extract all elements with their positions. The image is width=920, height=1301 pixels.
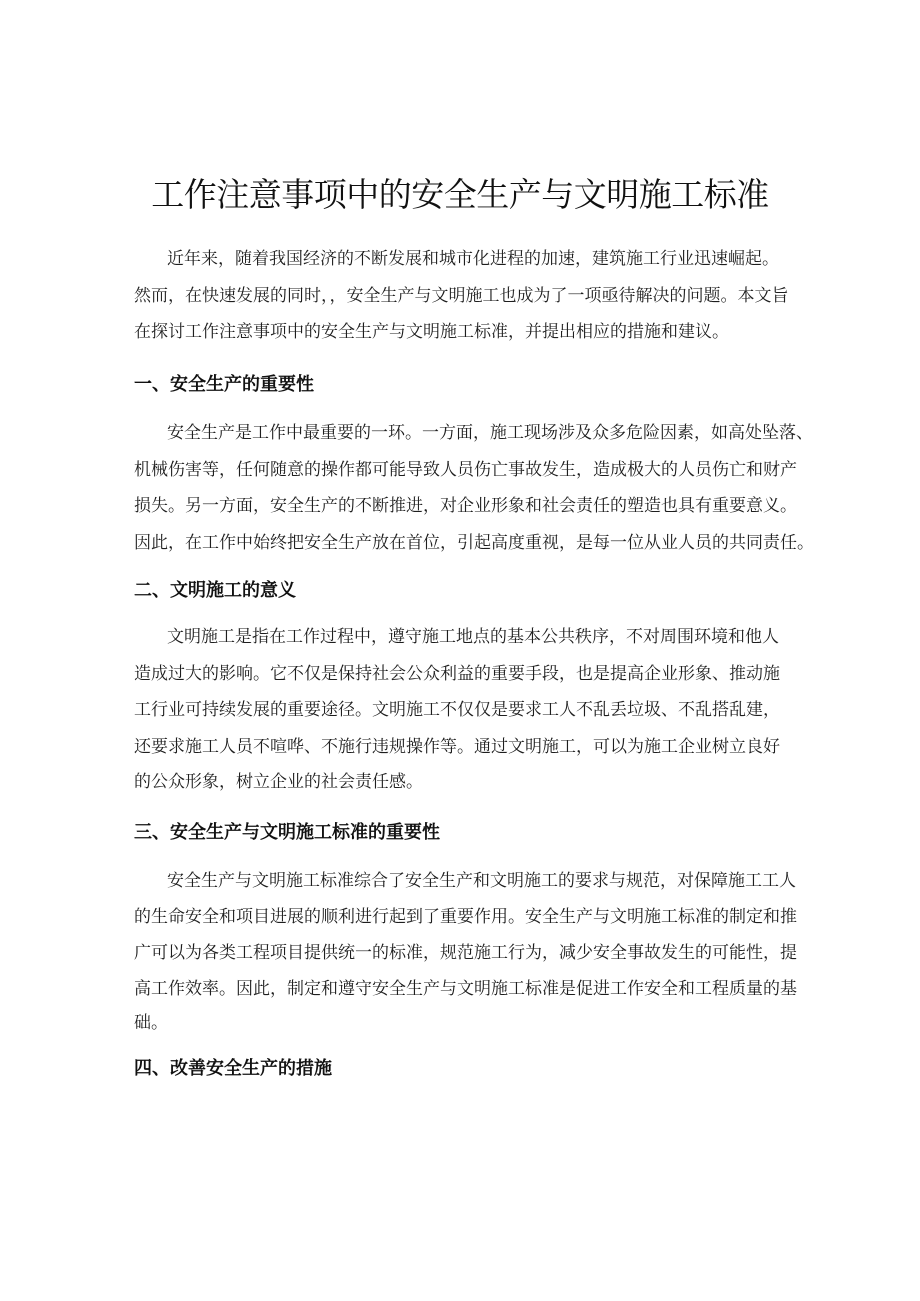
section-2-line: 工行业可持续发展的重要途径。文明施工不仅仅是要求工人不乱丢垃圾、不乱搭乱建， (134, 700, 780, 720)
section-1-line: 安全生产是工作中最重要的一环。一方面，施工现场涉及众多危险因素，如高处坠落、 (167, 423, 813, 443)
section-1-line: 机械伤害等，任何随意的操作都可能导致人员伤亡事故发生，造成极大的人员伤亡和财产 (134, 460, 797, 480)
section-3-line: 广可以为各类工程项目提供统一的标准，规范施工行为，减少安全事故发生的可能性，提 (134, 943, 797, 963)
section-3-line: 的生命安全和项目进展的顺利进行起到了重要作用。安全生产与文明施工标准的制定和推 (134, 907, 797, 927)
intro-line: 然而，在快速发展的同时，，安全生产与文明施工也成为了一项亟待解决的问题。本文旨 (134, 286, 789, 306)
section-3-line: 安全生产与文明施工标准综合了安全生产和文明施工的要求与规范，对保障施工工人 (167, 871, 796, 891)
section-heading-standards-importance: 三、安全生产与文明施工标准的重要性 (134, 822, 440, 843)
section-heading-safety-importance: 一、安全生产的重要性 (134, 374, 314, 395)
document-title: 工作注意事项中的安全生产与文明施工标准 (151, 175, 769, 214)
section-2-line: 的公众形象，树立企业的社会责任感。 (134, 772, 423, 792)
section-1-line: 损失。另一方面，安全生产的不断推进，对企业形象和社会责任的塑造也具有重要意义。 (134, 496, 797, 516)
intro-line: 近年来，随着我国经济的不断发展和城市化进程的加速，建筑施工行业迅速崛起。 (167, 249, 779, 269)
section-3-line: 础。 (134, 1013, 168, 1033)
section-2-line: 文明施工是指在工作过程中，遵守施工地点的基本公共秩序，不对周围环境和他人 (167, 627, 779, 647)
section-1-line: 因此，在工作中始终把安全生产放在首位，引起高度重视，是每一位从业人员的共同责任。 (134, 533, 814, 553)
section-2-line: 还要求施工人员不喧哗、不施行违规操作等。通过文明施工，可以为施工企业树立良好 (134, 737, 780, 757)
section-2-line: 造成过大的影响。它不仅是保持社会公众利益的重要手段，也是提高企业形象、推动施 (134, 664, 780, 684)
section-3-line: 高工作效率。因此，制定和遵守安全生产与文明施工标准是促进工作安全和工程质量的基 (134, 979, 797, 999)
section-heading-safety-measures: 四、改善安全生产的措施 (134, 1058, 332, 1079)
section-heading-civilized-construction: 二、文明施工的意义 (134, 580, 296, 601)
intro-line: 在探讨工作注意事项中的安全生产与文明施工标准，并提出相应的措施和建议。 (134, 322, 729, 342)
